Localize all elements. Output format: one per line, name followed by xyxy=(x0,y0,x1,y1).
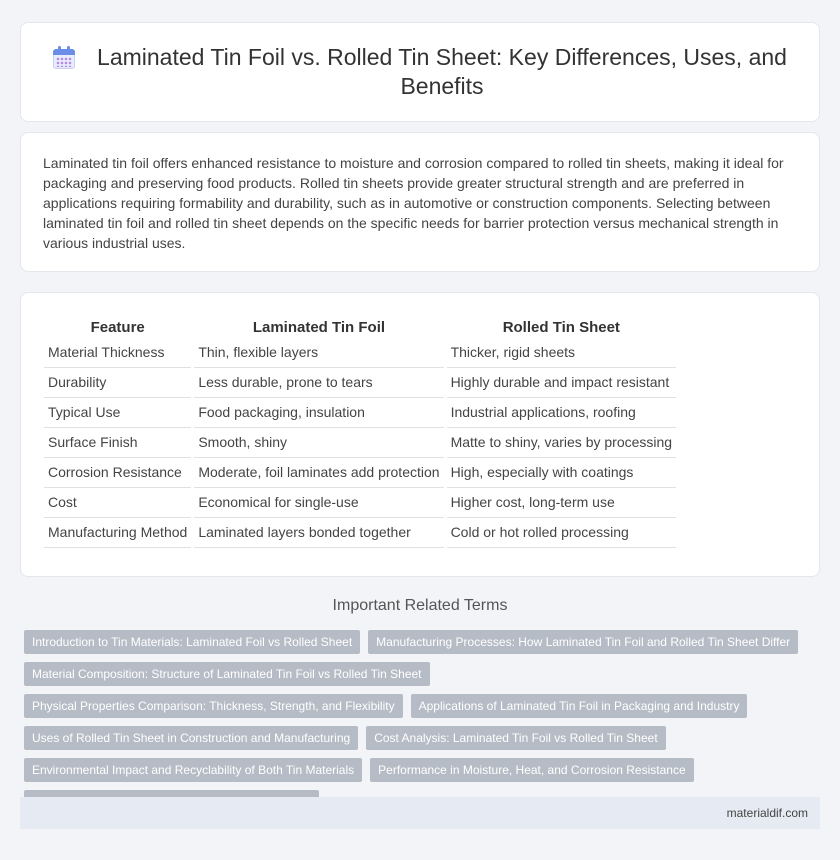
table-cell: Moderate, foil laminates add protection xyxy=(194,458,443,488)
related-terms-title: Important Related Terms xyxy=(332,597,508,614)
table-cell: Manufacturing Method xyxy=(44,518,191,548)
related-term-tag[interactable]: Performance in Moisture, Heat, and Corrosion Resistance xyxy=(370,758,693,782)
table-cell: Economical for single-use xyxy=(194,488,443,518)
related-term-tag[interactable]: Introduction to Tin Materials: Laminated Foil vs Rolled Sheet xyxy=(24,630,360,654)
intro-card xyxy=(20,132,820,272)
table-cell: Less durable, prone to tears xyxy=(194,368,443,398)
table-cell: Matte to shiny, varies by processing xyxy=(447,428,677,458)
table-cell: Thin, flexible layers xyxy=(194,338,443,368)
table-cell: Higher cost, long-term use xyxy=(447,488,677,518)
table-cell: Corrosion Resistance xyxy=(44,458,191,488)
table-row xyxy=(44,488,676,518)
site-name[interactable]: materialdif.com xyxy=(726,806,808,820)
comparison-table-card xyxy=(20,292,820,577)
related-term-tag[interactable]: Applications of Laminated Tin Foil in Packaging and Industry xyxy=(411,694,748,718)
table-cell: Typical Use xyxy=(44,398,191,428)
intro-text: Laminated tin foil offers enhanced resistance to moisture and corrosion compared to rolled tin sheets, making it ideal for packaging and preserving food products. Rolled tin sheets provide greater structural strength and are preferred in applications requiring formability and durability, such as in automotive or construction components. Selecting between laminated tin foil and rolled tin sheet depends on the specific needs for barrier protection versus mechanical strength in various industrial uses. xyxy=(43,155,784,251)
footer xyxy=(20,797,820,829)
table-cell: Laminated layers bonded together xyxy=(194,518,443,548)
table-cell: Durability xyxy=(44,368,191,398)
table-cell: Industrial applications, roofing xyxy=(447,398,677,428)
related-term-tag[interactable]: Uses of Rolled Tin Sheet in Construction and Manufacturing xyxy=(24,726,358,750)
table-row xyxy=(44,518,676,548)
table-cell: High, especially with coatings xyxy=(447,458,677,488)
table-row xyxy=(44,368,676,398)
related-term-tag[interactable]: Physical Properties Comparison: Thickness, Strength, and Flexibility xyxy=(24,694,403,718)
column-header: Rolled Tin Sheet xyxy=(502,319,620,336)
related-term-tag[interactable]: Cost Analysis: Laminated Tin Foil vs Rolled Tin Sheet xyxy=(366,726,665,750)
table-cell: Cold or hot rolled processing xyxy=(447,518,677,548)
table-header-row xyxy=(44,315,676,338)
table-cell: Smooth, shiny xyxy=(194,428,443,458)
table-row xyxy=(44,428,676,458)
column-header: Laminated Tin Foil xyxy=(252,319,386,336)
related-term-tag[interactable]: Environmental Impact and Recyclability of Both Tin Materials xyxy=(24,758,362,782)
calendar-icon xyxy=(51,45,77,71)
related-terms-list xyxy=(24,630,824,822)
header-card xyxy=(20,22,820,122)
comparison-table xyxy=(41,315,679,548)
table-cell: Material Thickness xyxy=(44,338,191,368)
table-cell: Surface Finish xyxy=(44,428,191,458)
table-row xyxy=(44,458,676,488)
column-header: Feature xyxy=(90,319,145,336)
table-cell: Thicker, rigid sheets xyxy=(447,338,677,368)
page-title: Laminated Tin Foil vs. Rolled Tin Sheet: Key Differences, Uses, and Benefits xyxy=(97,44,787,99)
related-term-tag[interactable]: Material Composition: Structure of Laminated Tin Foil vs Rolled Tin Sheet xyxy=(24,662,430,686)
table-row xyxy=(44,398,676,428)
table-cell: Highly durable and impact resistant xyxy=(447,368,677,398)
table-cell: Cost xyxy=(44,488,191,518)
table-cell: Food packaging, insulation xyxy=(194,398,443,428)
related-term-tag[interactable]: Manufacturing Processes: How Laminated Tin Foil and Rolled Tin Sheet Differ xyxy=(368,630,798,654)
table-row xyxy=(44,338,676,368)
